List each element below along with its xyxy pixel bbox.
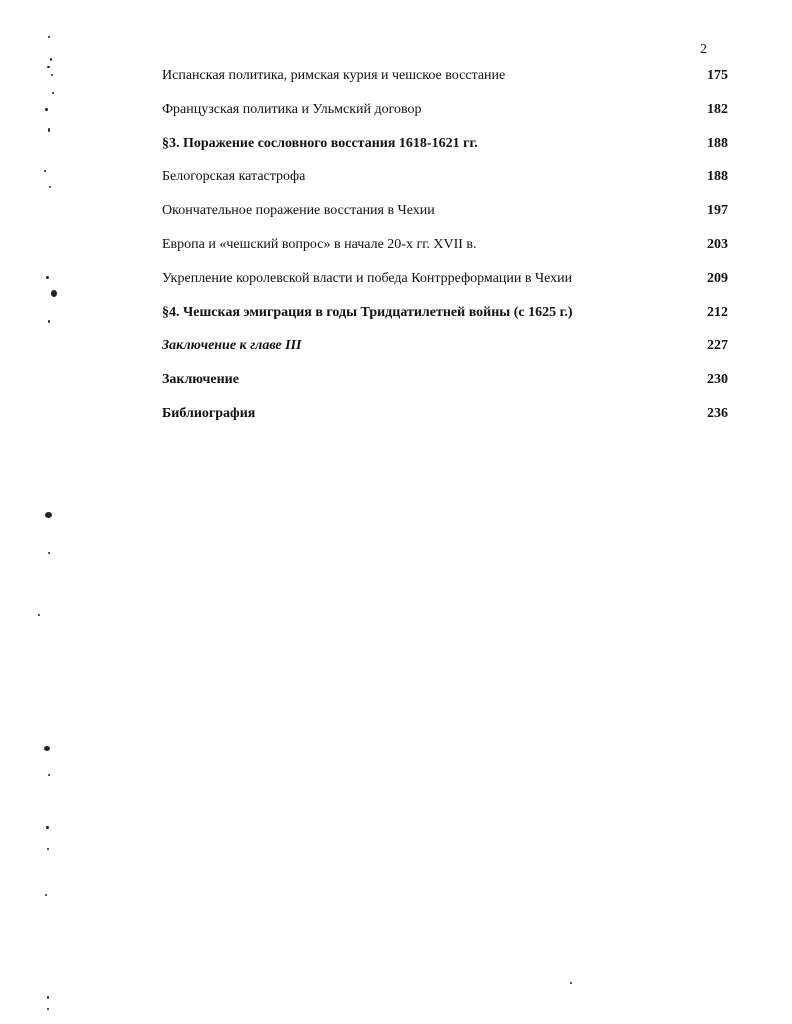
toc-entry-page: 182 [707, 101, 728, 117]
scan-speck [45, 108, 48, 111]
toc-entry [162, 165, 728, 199]
scan-speck [38, 614, 40, 616]
scan-speck [50, 58, 52, 61]
toc-entry [162, 233, 728, 267]
scan-speck [44, 746, 50, 751]
toc-entry [162, 267, 728, 301]
scan-speck [48, 552, 50, 554]
toc-entry [162, 64, 728, 98]
toc-entry-title: Библиография [162, 405, 256, 421]
scan-speck [47, 848, 49, 850]
toc-entry-page: 212 [707, 304, 728, 320]
toc-entry-page: 227 [707, 338, 728, 354]
toc-entry [162, 368, 728, 402]
toc-entry-title: §4. Чешская эмиграция в годы Тридцатилетней войны (с 1625 г.) [162, 304, 573, 320]
scan-speck [52, 92, 54, 94]
scan-speck [48, 128, 50, 132]
scan-speck [46, 276, 49, 279]
toc-entry [162, 199, 728, 233]
toc-entry [162, 98, 728, 132]
scan-speck [46, 826, 49, 829]
toc-entry [162, 334, 728, 368]
toc-entry-title: Французская политика и Ульмский договор [162, 101, 422, 117]
toc-entry-title: Европа и «чешский вопрос» в начале 20-х гг. XVII в. [162, 236, 477, 252]
toc-entry-page: 188 [707, 169, 728, 185]
scan-speck [48, 774, 50, 776]
toc-entry-title: Заключение к главе III [162, 338, 302, 354]
scan-speck [47, 66, 50, 68]
scan-speck [570, 982, 572, 984]
toc-entry [162, 301, 728, 335]
toc-entry-page: 188 [707, 135, 728, 151]
page-number: 2 [700, 42, 707, 57]
scan-speck [44, 170, 46, 172]
toc-entry-page: 230 [707, 372, 728, 388]
toc-entry-title: Испанская политика, римская курия и чешское восстание [162, 68, 506, 83]
scan-speck [47, 996, 49, 999]
toc-entry-page: 203 [707, 236, 728, 252]
toc-entry-page: 236 [707, 405, 728, 421]
toc-entry-title: Заключение [162, 372, 239, 388]
toc-entry-page: 175 [707, 68, 728, 83]
toc-entry [162, 132, 728, 166]
toc-entry-title: §3. Поражение сословного восстания 1618-1621 гг. [162, 135, 478, 151]
scan-speck [47, 1008, 49, 1010]
toc-entry-page: 209 [707, 270, 728, 286]
scan-speck [45, 512, 52, 518]
toc-entry-title: Окончательное поражение восстания в Чехии [162, 203, 435, 219]
scan-speck [49, 186, 51, 188]
toc-entry-page: 197 [707, 203, 728, 219]
scan-speck [48, 36, 50, 38]
toc-entry [162, 402, 728, 436]
toc-entry-title: Белогорская катастрофа [162, 169, 306, 185]
table-of-contents [162, 64, 728, 436]
scan-speck [51, 290, 57, 297]
scan-speck [51, 74, 53, 76]
scan-speck [48, 320, 50, 323]
toc-entry-title: Укрепление королевской власти и победа Контрреформации в Чехии [162, 270, 573, 286]
scan-speck [45, 894, 47, 896]
